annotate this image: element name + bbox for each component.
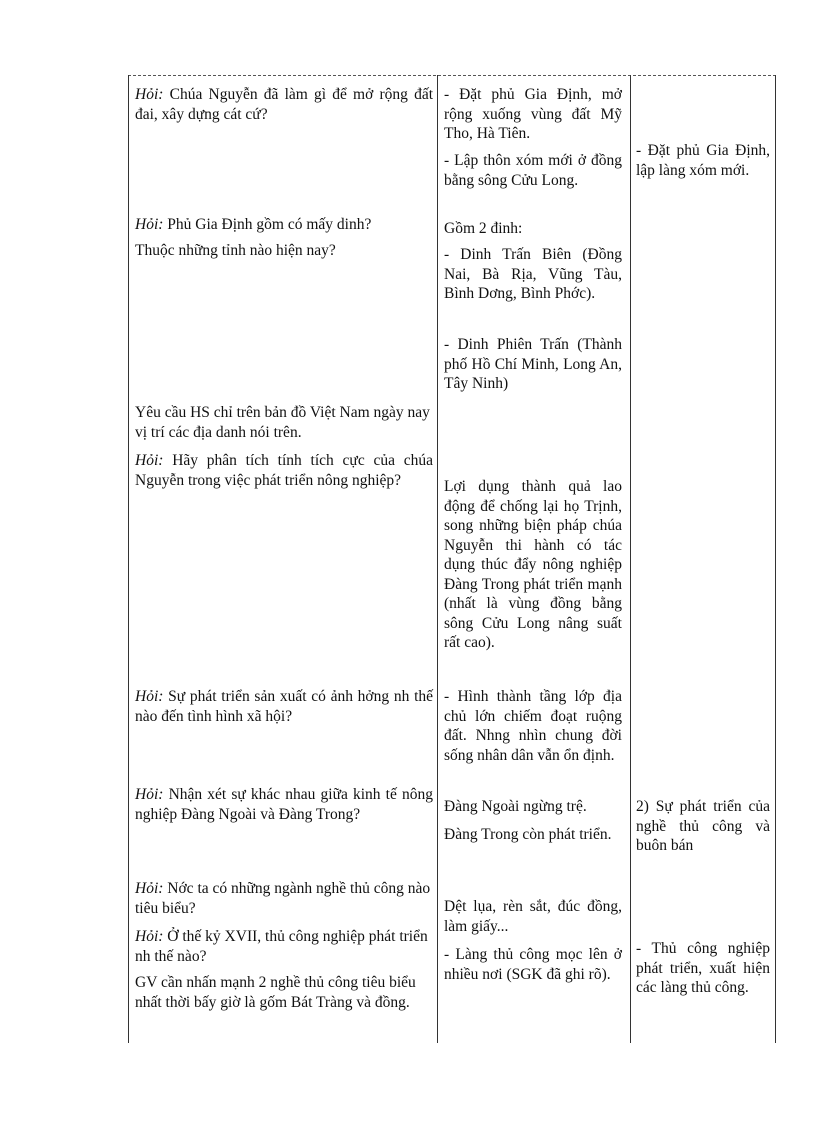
teacher-note: GV cần nhấn mạnh 2 nghề thủ công tiêu biểu nhất thời bấy giờ là gốm Bát Tràng và đồng. [135, 974, 416, 1011]
question-expand-land: Hỏi: Chúa Nguyễn đã làm gì để mở rộng đất đai, xây dựng cát cứ? [135, 86, 434, 123]
question-society: Hỏi: Sự phát triển sản xuất có ảnh hởng nh thế nào đến tình hình xã hội? [135, 688, 434, 725]
answer-society: - Hình thành tầng lớp địa chủ lớn chiếm đoạt ruộng đất. Nhng nhìn chung đời sống nhân dân vẫn ổn định. [444, 688, 622, 764]
answer-craft-villages: - Làng thủ công mọc lên ở nhiều nơi (SGK đã ghi rõ). [444, 946, 622, 983]
answer-villages: - Lập thôn xóm mới ở đồng bằng sông Cửu Long. [444, 152, 622, 189]
note-gia-dinh: - Đặt phủ Gia Định, lập làng xóm mới. [636, 142, 770, 179]
question-compare: Hỏi: Nhận xét sự khác nhau giữa kinh tế nông nghiệp Đàng Ngoài và Đàng Trong? [135, 786, 434, 823]
answer-dang-trong: Đàng Trong còn phát triển. [444, 826, 612, 843]
task-map: Yêu cầu HS chỉ trên bản đồ Việt Nam ngày nay vị trí các địa danh nói trên. [135, 404, 430, 441]
column-divider-left [128, 75, 129, 1043]
answer-agriculture: Lợi dụng thành quả lao động để chống lại họ Trịnh, song những biện pháp chúa Nguyễn thi hành có tác dụng thúc đẩy nông nghiệp Đàng Trong phát triển mạnh (nhất là vùng đồng bằng sông Cửu Long nâng suất rất cao). [444, 478, 622, 651]
question-provinces: Thuộc những tỉnh nào hiện nay? [135, 242, 336, 259]
lesson-table [128, 75, 776, 1043]
question-crafts: Hỏi: Nớc ta có những ngành nghề thủ công nào tiêu biểu? [135, 880, 431, 917]
column-divider-2 [630, 75, 631, 1043]
question-17th-century: Hỏi: Ở thế kỷ XVII, thủ công nghiệp phát triển nh thế nào? [135, 928, 428, 965]
answer-crafts: Dệt lụa, rèn sắt, đúc đồng, làm giấy... [444, 898, 622, 935]
note-handicraft: - Thủ công nghiệp phát triển, xuất hiện các làng thủ công. [636, 940, 770, 996]
answer-gia-dinh: - Đặt phủ Gia Định, mở rộng xuống vùng đất Mỹ Tho, Hà Tiên. [444, 86, 622, 142]
answer-tran-bien: - Dinh Trấn Biên (Đồng Nai, Bà Rịa, Vũng Tàu, Bình Dơng, Bình Phớc). [444, 246, 622, 302]
column-divider-right [775, 75, 776, 1043]
question-gia-dinh-dinh: Hỏi: Phủ Gia Định gồm có mấy dinh? [135, 216, 372, 233]
answer-phien-tran: - Dinh Phiên Trấn (Thành phố Hồ Chí Minh, Long An, Tây Ninh) [444, 336, 622, 392]
table-top-border [128, 75, 776, 76]
note-section-2: 2) Sự phát triển của nghề thủ công và buôn bán [636, 798, 770, 854]
column-divider-1 [437, 75, 438, 1043]
answer-dang-ngoai: Đàng Ngoài ngừng trệ. [444, 798, 587, 815]
answer-two-dinh: Gồm 2 đinh: [444, 220, 523, 237]
question-agriculture: Hỏi: Hãy phân tích tính tích cực của chúa Nguyễn trong việc phát triển nông nghiệp? [135, 452, 433, 489]
